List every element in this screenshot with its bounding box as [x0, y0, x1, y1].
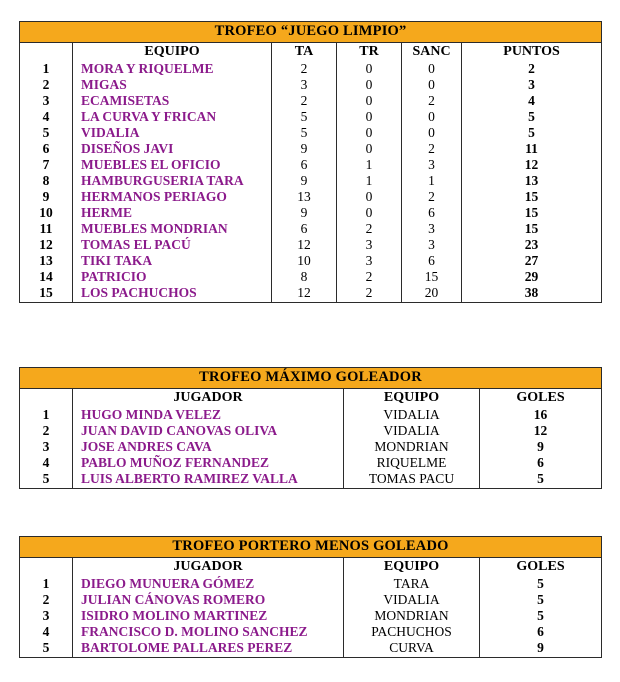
- cell-ta: 12: [272, 285, 337, 303]
- cell-sanc: 6: [402, 205, 462, 221]
- cell-rank: 5: [20, 471, 73, 489]
- cell-tr: 0: [337, 189, 402, 205]
- cell-equipo: TIKI TAKA: [73, 253, 272, 269]
- cell-equipo: PATRICIO: [73, 269, 272, 285]
- cell-equipo: MORA Y RIQUELME: [73, 61, 272, 77]
- table-row: [20, 221, 602, 237]
- cell-ta: 8: [272, 269, 337, 285]
- cell-goles: 5: [480, 471, 602, 489]
- cell-sanc: 1: [402, 173, 462, 189]
- cell-goles: 9: [480, 640, 602, 658]
- table-row: [20, 157, 602, 173]
- cell-puntos: 11: [462, 141, 602, 157]
- column-header-goles: GOLES: [480, 389, 602, 407]
- cell-tr: 3: [337, 253, 402, 269]
- cell-tr: 2: [337, 269, 402, 285]
- cell-tr: 0: [337, 61, 402, 77]
- column-header-rank: [20, 558, 73, 576]
- cell-sanc: 3: [402, 237, 462, 253]
- column-header-jugador: JUGADOR: [73, 558, 344, 576]
- cell-equipo: TOMAS PACU: [344, 471, 480, 489]
- table-row: [20, 471, 602, 489]
- cell-goles: 12: [480, 423, 602, 439]
- column-header-rank: [20, 389, 73, 407]
- column-header-sanc: SANC: [402, 43, 462, 61]
- table-row: [20, 141, 602, 157]
- cell-tr: 0: [337, 125, 402, 141]
- cell-equipo: HERME: [73, 205, 272, 221]
- table-row: [20, 624, 602, 640]
- cell-jugador: DIEGO MUNUERA GÓMEZ: [73, 576, 344, 592]
- cell-rank: 2: [20, 77, 73, 93]
- table-row: [20, 93, 602, 109]
- cell-goles: 6: [480, 455, 602, 471]
- table-row: [20, 173, 602, 189]
- table-row: [20, 640, 602, 658]
- table-row: [20, 189, 602, 205]
- cell-equipo: TARA: [344, 576, 480, 592]
- cell-rank: 3: [20, 93, 73, 109]
- cell-sanc: 20: [402, 285, 462, 303]
- cell-jugador: PABLO MUÑOZ FERNANDEZ: [73, 455, 344, 471]
- table-row: [20, 439, 602, 455]
- table-row: [20, 269, 602, 285]
- cell-rank: 1: [20, 61, 73, 77]
- cell-tr: 2: [337, 221, 402, 237]
- column-header-tr: TR: [337, 43, 402, 61]
- cell-equipo: CURVA: [344, 640, 480, 658]
- cell-goles: 9: [480, 439, 602, 455]
- cell-tr: 2: [337, 285, 402, 303]
- cell-jugador: HUGO MINDA VELEZ: [73, 407, 344, 423]
- cell-equipo: VIDALIA: [73, 125, 272, 141]
- cell-sanc: 0: [402, 109, 462, 125]
- cell-equipo: MUEBLES EL OFICIO: [73, 157, 272, 173]
- cell-equipo: VIDALIA: [344, 592, 480, 608]
- table-row: [20, 455, 602, 471]
- cell-equipo: RIQUELME: [344, 455, 480, 471]
- cell-ta: 9: [272, 141, 337, 157]
- cell-puntos: 23: [462, 237, 602, 253]
- cell-rank: 6: [20, 141, 73, 157]
- cell-ta: 5: [272, 109, 337, 125]
- cell-equipo: DISEÑOS JAVI: [73, 141, 272, 157]
- cell-puntos: 15: [462, 221, 602, 237]
- cell-ta: 2: [272, 93, 337, 109]
- cell-puntos: 3: [462, 77, 602, 93]
- cell-equipo: LA CURVA Y FRICAN: [73, 109, 272, 125]
- cell-rank: 14: [20, 269, 73, 285]
- table-row: [20, 285, 602, 303]
- table-row: [20, 253, 602, 269]
- cell-puntos: 27: [462, 253, 602, 269]
- cell-puntos: 29: [462, 269, 602, 285]
- cell-rank: 9: [20, 189, 73, 205]
- cell-rank: 13: [20, 253, 73, 269]
- table-row: [20, 608, 602, 624]
- cell-rank: 3: [20, 608, 73, 624]
- cell-sanc: 2: [402, 93, 462, 109]
- cell-tr: 0: [337, 93, 402, 109]
- cell-tr: 0: [337, 141, 402, 157]
- cell-rank: 3: [20, 439, 73, 455]
- cell-puntos: 38: [462, 285, 602, 303]
- cell-equipo: MONDRIAN: [344, 439, 480, 455]
- cell-jugador: BARTOLOME PALLARES PEREZ: [73, 640, 344, 658]
- cell-ta: 2: [272, 61, 337, 77]
- column-header-goles: GOLES: [480, 558, 602, 576]
- cell-equipo: MIGAS: [73, 77, 272, 93]
- cell-rank: 7: [20, 157, 73, 173]
- cell-rank: 8: [20, 173, 73, 189]
- cell-equipo: HAMBURGUSERIA TARA: [73, 173, 272, 189]
- cell-rank: 15: [20, 285, 73, 303]
- table-title-row-maximo-goleador: [20, 368, 602, 389]
- cell-goles: 16: [480, 407, 602, 423]
- cell-sanc: 6: [402, 253, 462, 269]
- cell-sanc: 15: [402, 269, 462, 285]
- column-header-rank: [20, 43, 73, 61]
- column-header-ta: TA: [272, 43, 337, 61]
- table-title-portero-menos-goleado: TROFEO PORTERO MENOS GOLEADO: [20, 537, 602, 558]
- cell-puntos: 13: [462, 173, 602, 189]
- cell-equipo: VIDALIA: [344, 407, 480, 423]
- column-header-equipo: EQUIPO: [344, 558, 480, 576]
- cell-tr: 1: [337, 157, 402, 173]
- table-title-maximo-goleador: TROFEO MÁXIMO GOLEADOR: [20, 368, 602, 389]
- cell-ta: 5: [272, 125, 337, 141]
- cell-sanc: 0: [402, 77, 462, 93]
- cell-puntos: 5: [462, 125, 602, 141]
- cell-rank: 5: [20, 125, 73, 141]
- cell-equipo: LOS PACHUCHOS: [73, 285, 272, 303]
- table-row: [20, 592, 602, 608]
- cell-jugador: FRANCISCO D. MOLINO SANCHEZ: [73, 624, 344, 640]
- table-juego-limpio: [19, 21, 602, 303]
- cell-rank: 1: [20, 576, 73, 592]
- table-row: [20, 205, 602, 221]
- cell-sanc: 0: [402, 61, 462, 77]
- cell-rank: 2: [20, 592, 73, 608]
- cell-sanc: 0: [402, 125, 462, 141]
- cell-sanc: 3: [402, 157, 462, 173]
- cell-puntos: 15: [462, 189, 602, 205]
- cell-ta: 10: [272, 253, 337, 269]
- column-header-equipo: EQUIPO: [344, 389, 480, 407]
- cell-equipo: VIDALIA: [344, 423, 480, 439]
- cell-rank: 4: [20, 109, 73, 125]
- table-row: [20, 237, 602, 253]
- table-title-juego-limpio: TROFEO “JUEGO LIMPIO”: [20, 22, 602, 43]
- cell-puntos: 15: [462, 205, 602, 221]
- cell-goles: 6: [480, 624, 602, 640]
- table-row: [20, 125, 602, 141]
- column-header-row-maximo-goleador: [20, 389, 602, 407]
- cell-ta: 12: [272, 237, 337, 253]
- cell-rank: 1: [20, 407, 73, 423]
- cell-goles: 5: [480, 592, 602, 608]
- cell-tr: 3: [337, 237, 402, 253]
- cell-ta: 6: [272, 221, 337, 237]
- table-maximo-goleador: [19, 367, 602, 489]
- cell-jugador: JOSE ANDRES CAVA: [73, 439, 344, 455]
- table-title-row-juego-limpio: [20, 22, 602, 43]
- table-row: [20, 423, 602, 439]
- cell-puntos: 2: [462, 61, 602, 77]
- cell-equipo: PACHUCHOS: [344, 624, 480, 640]
- column-header-jugador: JUGADOR: [73, 389, 344, 407]
- cell-equipo: MUEBLES MONDRIAN: [73, 221, 272, 237]
- table-row: [20, 61, 602, 77]
- column-header-puntos: PUNTOS: [462, 43, 602, 61]
- cell-puntos: 5: [462, 109, 602, 125]
- cell-ta: 3: [272, 77, 337, 93]
- table-portero-menos-goleado: [19, 536, 602, 658]
- cell-sanc: 2: [402, 189, 462, 205]
- cell-puntos: 12: [462, 157, 602, 173]
- cell-jugador: LUIS ALBERTO RAMIREZ VALLA: [73, 471, 344, 489]
- cell-rank: 12: [20, 237, 73, 253]
- cell-tr: 0: [337, 77, 402, 93]
- cell-ta: 13: [272, 189, 337, 205]
- column-header-row-portero-menos-goleado: [20, 558, 602, 576]
- cell-rank: 4: [20, 624, 73, 640]
- column-header-row-juego-limpio: [20, 43, 602, 61]
- cell-tr: 1: [337, 173, 402, 189]
- column-header-equipo: EQUIPO: [73, 43, 272, 61]
- cell-rank: 11: [20, 221, 73, 237]
- cell-tr: 0: [337, 205, 402, 221]
- cell-rank: 2: [20, 423, 73, 439]
- cell-jugador: JUAN DAVID CANOVAS OLIVA: [73, 423, 344, 439]
- cell-equipo: ECAMISETAS: [73, 93, 272, 109]
- table-row: [20, 77, 602, 93]
- cell-ta: 9: [272, 205, 337, 221]
- cell-tr: 0: [337, 109, 402, 125]
- cell-ta: 6: [272, 157, 337, 173]
- cell-ta: 9: [272, 173, 337, 189]
- cell-jugador: JULIAN CÁNOVAS ROMERO: [73, 592, 344, 608]
- cell-equipo: MONDRIAN: [344, 608, 480, 624]
- cell-goles: 5: [480, 576, 602, 592]
- table-row: [20, 109, 602, 125]
- table-row: [20, 407, 602, 423]
- cell-sanc: 2: [402, 141, 462, 157]
- cell-rank: 10: [20, 205, 73, 221]
- cell-sanc: 3: [402, 221, 462, 237]
- cell-rank: 5: [20, 640, 73, 658]
- table-row: [20, 576, 602, 592]
- cell-jugador: ISIDRO MOLINO MARTINEZ: [73, 608, 344, 624]
- cell-equipo: TOMAS EL PACÚ: [73, 237, 272, 253]
- cell-puntos: 4: [462, 93, 602, 109]
- cell-rank: 4: [20, 455, 73, 471]
- cell-equipo: HERMANOS PERIAGO: [73, 189, 272, 205]
- cell-goles: 5: [480, 608, 602, 624]
- table-title-row-portero-menos-goleado: [20, 537, 602, 558]
